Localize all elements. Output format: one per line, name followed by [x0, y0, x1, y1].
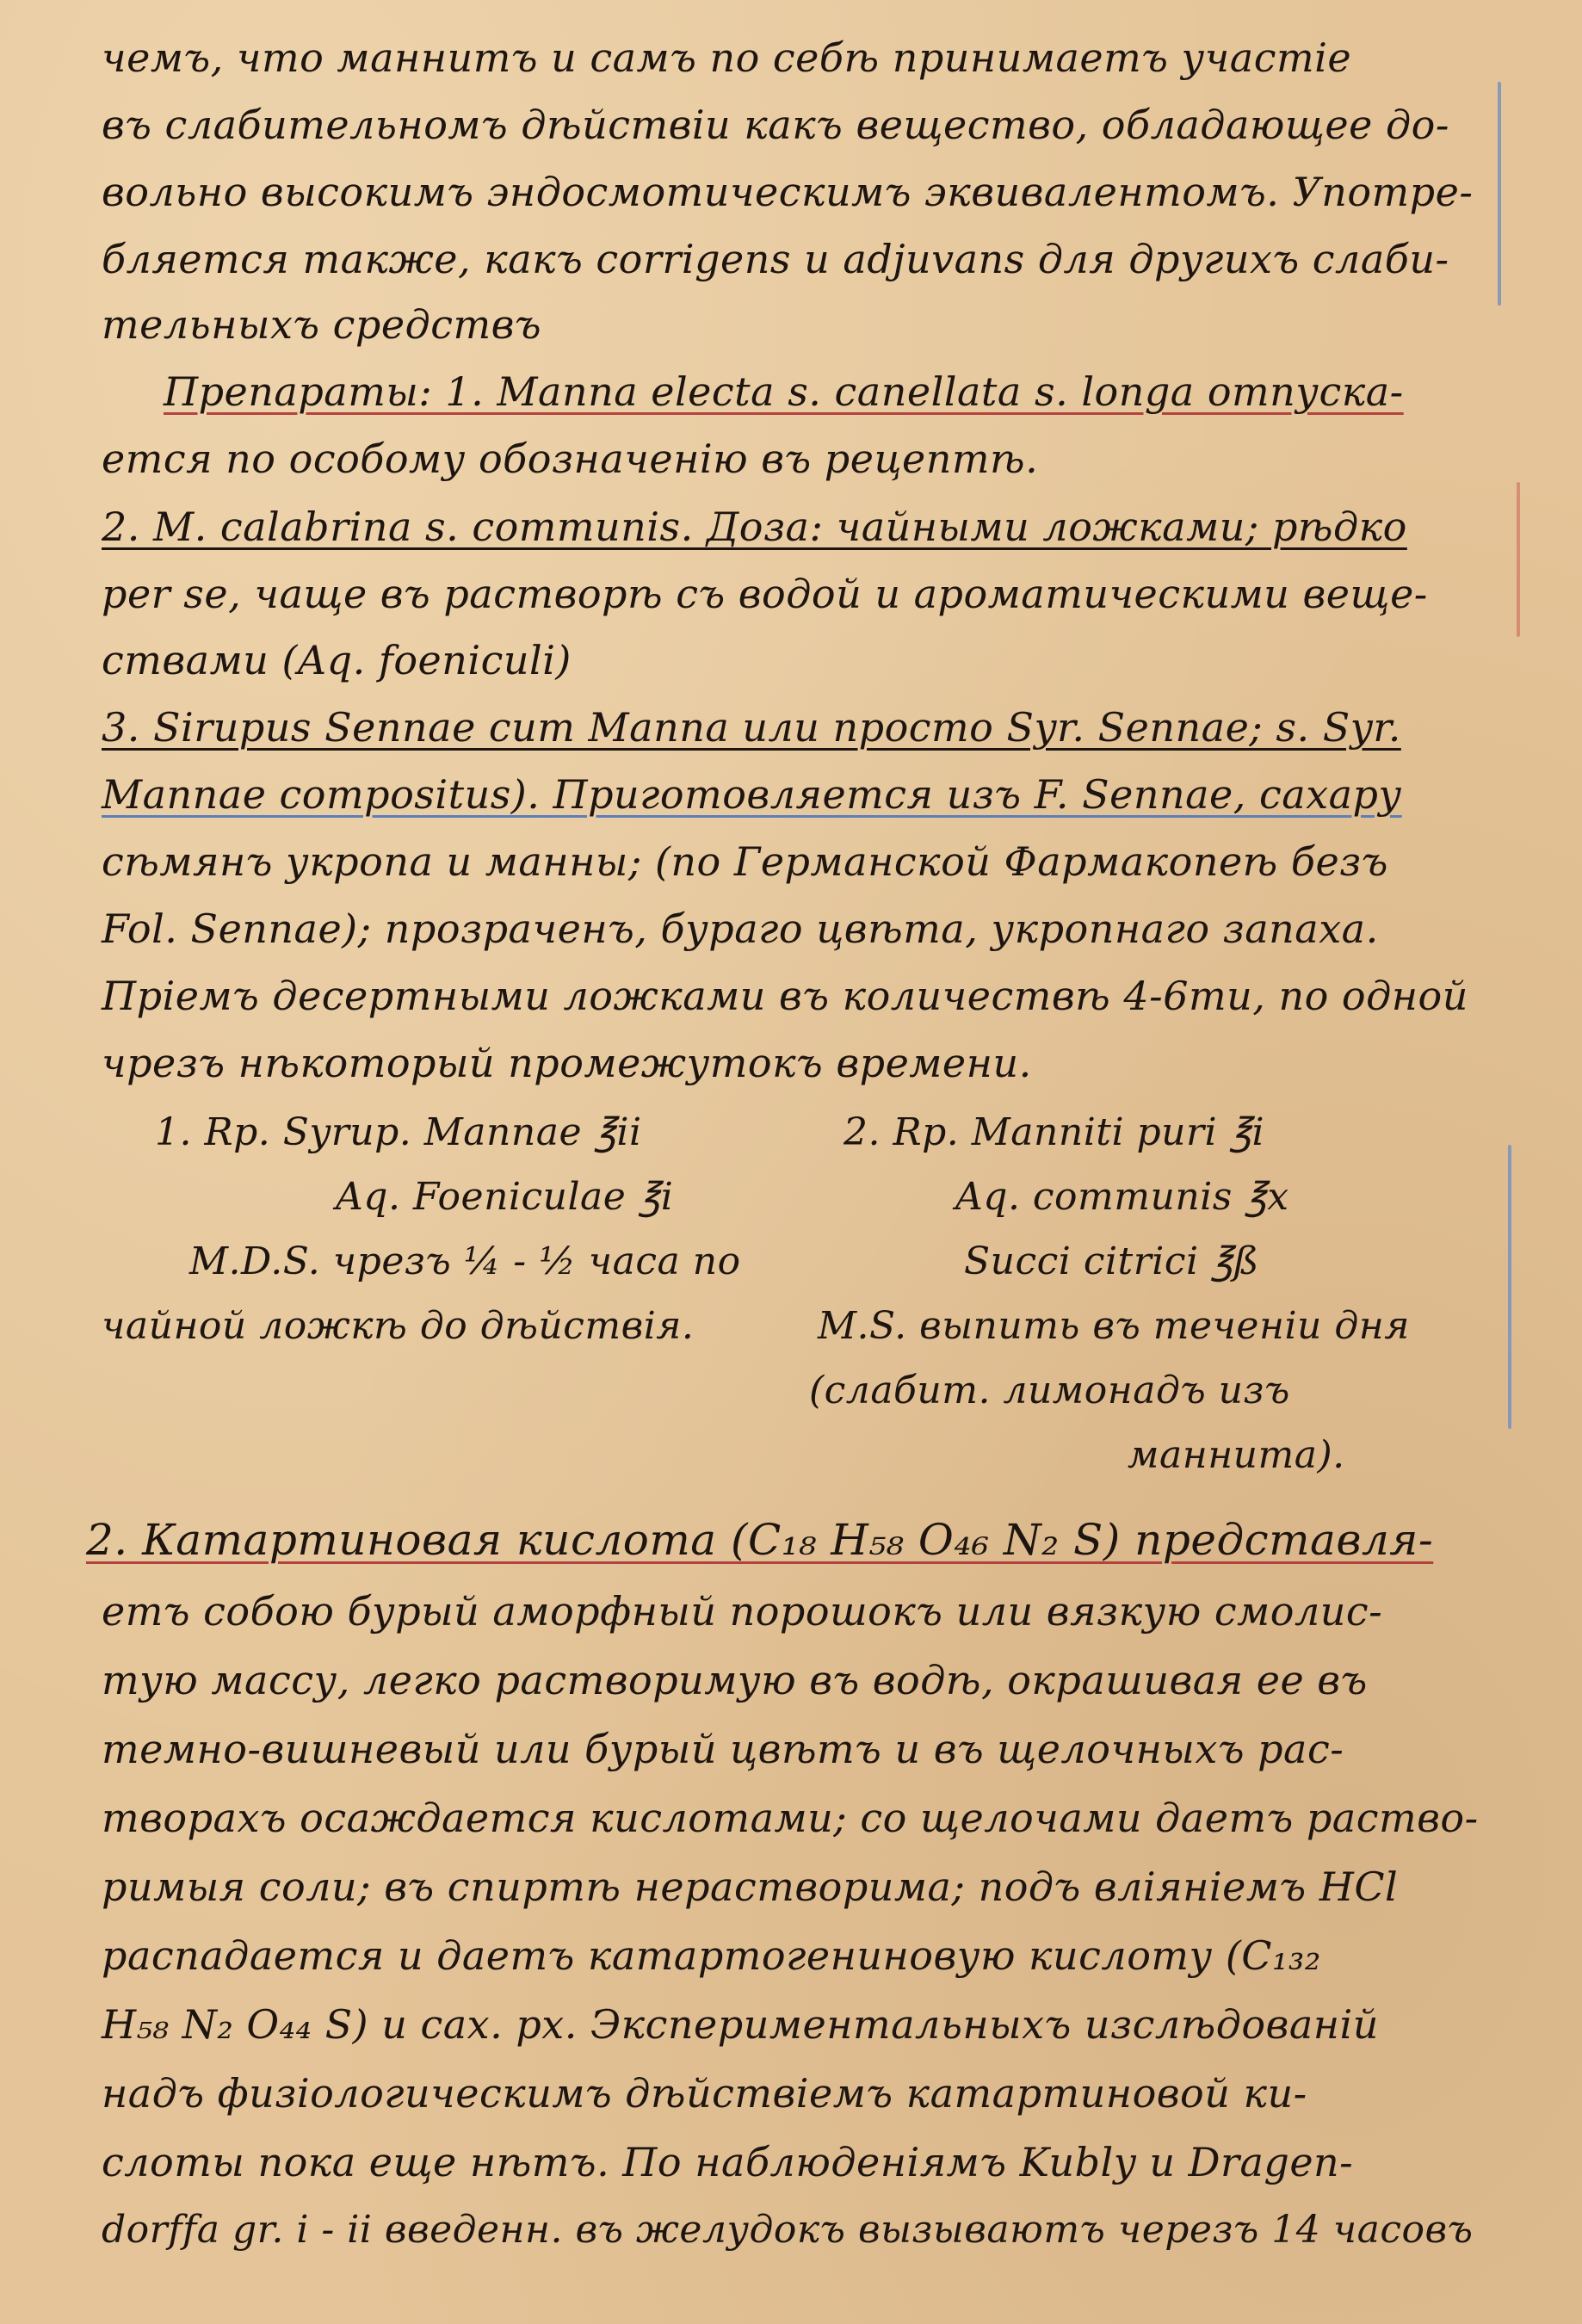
recipe-left-line: M.D.S. чрезъ ¼ - ½ часа по [189, 1239, 741, 1283]
text-line: творахъ осаждается кислотами; со щелочами даетъ раство- [102, 1795, 1479, 1841]
text-line: чемъ, что маннитъ и самъ по себѣ принимаетъ участіе [102, 34, 1352, 81]
recipe-right-line: Succi citrici ℥ß [964, 1239, 1259, 1283]
section-heading-line: 2. Катартиновая кислота (C₁₈ H₅₈ O₄₆ N₂ S) представля- [86, 1515, 1434, 1565]
blue-margin-mark [1508, 1145, 1511, 1429]
recipe-right-line: маннита). [1128, 1433, 1345, 1477]
text-line: надъ физіологическимъ дѣйствіемъ катартиновой ки- [102, 2070, 1307, 2117]
text-line: сѣмянъ укропа и манны; (по Германской Фармакопеѣ безъ [102, 838, 1388, 885]
text-line: 3. Sirupus Sennae cum Manna или просто Syr. Sennae; s. Syr. [102, 704, 1401, 751]
recipe-left-line: чайной ложкѣ до дѣйствія. [102, 1304, 695, 1348]
recipe-left-line: 1. Rp. Syrup. Mannae ℥ii [155, 1110, 642, 1154]
text-line: чрезъ нѣкоторый промежутокъ времени. [102, 1040, 1032, 1086]
text-line: распадается и даетъ катартогениновую кислоту (C₁₃₂ [102, 1932, 1321, 1979]
text-line: per se, чаще въ растворѣ съ водой и ароматическими веще- [102, 571, 1428, 617]
red-margin-mark [1517, 482, 1520, 637]
text-line: слоты пока еще нѣтъ. По наблюденіямъ Kubly и Dragen- [102, 2139, 1354, 2185]
text-line: dorffa gr. i - ii введенн. въ желудокъ вызываютъ черезъ 14 часовъ [102, 2208, 1474, 2252]
recipe-right-line: Aq. communis ℥x [955, 1175, 1289, 1219]
text-line: H₅₈ N₂ O₄₄ S) и сах. рх. Экспериментальныхъ изслѣдованій [102, 2001, 1379, 2048]
recipe-right-line: (слабит. лимонадъ изъ [809, 1369, 1290, 1412]
text-line: въ слабительномъ дѣйствіи какъ вещество, обладающее до- [102, 102, 1449, 148]
text-line: вольно высокимъ эндосмотическимъ эквивалентомъ. Употре- [102, 169, 1474, 215]
text-line: ется по особому обозначенію въ рецептѣ. [102, 436, 1039, 482]
recipe-right-line: M.S. выпить въ теченіи дня [818, 1304, 1410, 1348]
blue-margin-mark [1498, 82, 1501, 306]
text-line: Fol. Sennae); прозраченъ, бураго цвѣта, укропнаго запаха. [102, 905, 1379, 952]
recipe-right-line: 2. Rp. Manniti puri ℥i [844, 1110, 1265, 1154]
text-line: тельныхъ средствъ [102, 301, 542, 348]
text-line: Mannae compositus). Приготовляется изъ F. Sennae, сахару [102, 771, 1402, 818]
text-line: темно-вишневый или бурый цвѣтъ и въ щелочныхъ рас- [102, 1726, 1344, 1772]
text-line: етъ собою бурый аморфный порошокъ или вязкую смолис- [102, 1588, 1383, 1635]
text-line: 2. M. calabrina s. communis. Доза: чайными ложками; рѣдко [102, 504, 1407, 550]
recipe-left-line: Aq. Foeniculae ℥i [336, 1175, 674, 1219]
text-line: римыя соли; въ спиртѣ нерастворима; подъ вліяніемъ HCl [102, 1864, 1399, 1910]
text-line: тую массу, легко растворимую въ водѣ, окрашивая ее въ [102, 1657, 1368, 1703]
preparations-heading-line: Препараты: 1. Manna electa s. canellata s. longa отпуска- [164, 368, 1404, 415]
text-line: ствами (Aq. foeniculi) [102, 637, 572, 683]
text-line: бляется также, какъ corrigens и adjuvans для другихъ слаби- [102, 236, 1449, 282]
text-line: Пріемъ десертными ложками въ количествѣ 4-6ти, по одной [102, 973, 1468, 1019]
